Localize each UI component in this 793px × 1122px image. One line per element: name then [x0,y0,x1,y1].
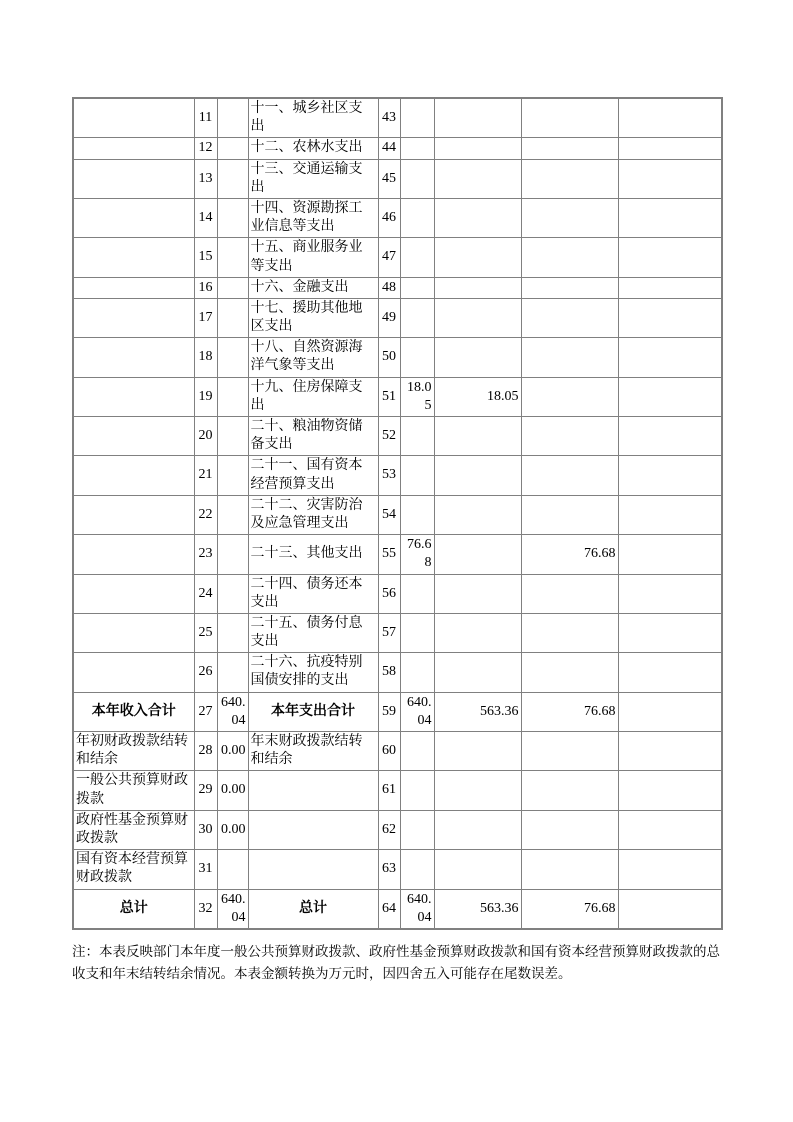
expense-total-cell [400,456,434,495]
table-row [73,495,722,534]
value-col-b-cell [521,456,618,495]
expense-total-cell [400,653,434,692]
value-col-a-cell [434,198,521,237]
value-col-a-cell [434,338,521,377]
value-col-a-cell [434,495,521,534]
expense-item-cell: 二十一、国有资本经营预算支出 [248,456,378,495]
expense-rowno-cell: 57 [378,613,400,652]
value-col-c-cell [618,495,722,534]
income-item-cell [73,159,194,198]
value-col-c-cell [618,456,722,495]
expense-item-cell: 二十三、其他支出 [248,535,378,574]
expense-item-cell: 十九、住房保障支出 [248,377,378,416]
value-col-c-cell [618,574,722,613]
table-row [73,732,722,771]
expense-rowno-cell: 47 [378,238,400,277]
value-col-a-cell: 563.36 [434,692,521,731]
expense-item-cell: 十七、援助其他地区支出 [248,298,378,337]
income-item-cell [73,535,194,574]
income-rowno-cell: 29 [194,771,217,810]
value-col-b-cell [521,574,618,613]
expense-item-cell: 十一、城乡社区支出 [248,98,378,138]
expense-item-cell: 十二、农林水支出 [248,138,378,159]
value-col-c-cell [618,535,722,574]
income-rowno-cell: 13 [194,159,217,198]
income-rowno-cell: 19 [194,377,217,416]
income-rowno-cell: 32 [194,889,217,929]
value-col-b-cell: 76.68 [521,889,618,929]
value-col-b-cell [521,377,618,416]
table-row [73,238,722,277]
value-col-b-cell [521,613,618,652]
value-col-b-cell [521,771,618,810]
income-rowno-cell: 17 [194,298,217,337]
value-col-c-cell [618,277,722,298]
income-item-cell [73,495,194,534]
income-rowno-cell: 30 [194,810,217,849]
table-row [73,98,722,138]
income-amount-cell [217,495,248,534]
income-rowno-cell: 22 [194,495,217,534]
expense-total-cell [400,771,434,810]
value-col-a-cell [434,98,521,138]
expense-item-cell: 二十二、灾害防治及应急管理支出 [248,495,378,534]
income-rowno-cell: 14 [194,198,217,237]
income-amount-cell [217,98,248,138]
income-item-cell: 政府性基金预算财政拨款 [73,810,194,849]
income-item-cell: 年初财政拨款结转和结余 [73,732,194,771]
value-col-b-cell [521,850,618,889]
expense-rowno-cell: 43 [378,98,400,138]
expense-rowno-cell: 64 [378,889,400,929]
income-amount-cell: 0.00 [217,732,248,771]
income-amount-cell: 640.04 [217,889,248,929]
table-row [73,277,722,298]
table-row [73,198,722,237]
expense-rowno-cell: 59 [378,692,400,731]
value-col-c-cell [618,613,722,652]
value-col-a-cell: 18.05 [434,377,521,416]
income-amount-cell [217,138,248,159]
value-col-a-cell [434,653,521,692]
value-col-c-cell [618,377,722,416]
table-row [73,456,722,495]
income-rowno-cell: 26 [194,653,217,692]
value-col-a-cell [434,159,521,198]
expense-item-cell: 十五、商业服务业等支出 [248,238,378,277]
table-row [73,692,722,731]
value-col-b-cell [521,732,618,771]
income-amount-cell [217,238,248,277]
income-amount-cell [217,653,248,692]
income-rowno-cell: 25 [194,613,217,652]
income-amount-cell [217,277,248,298]
expense-total-cell [400,98,434,138]
expense-total-cell: 76.68 [400,535,434,574]
value-col-c-cell [618,198,722,237]
expense-rowno-cell: 49 [378,298,400,337]
value-col-b-cell [521,238,618,277]
expense-total-cell [400,159,434,198]
expense-rowno-cell: 55 [378,535,400,574]
income-item-cell [73,277,194,298]
table-row [73,889,722,929]
income-rowno-cell: 15 [194,238,217,277]
income-amount-cell [217,159,248,198]
table-row [73,338,722,377]
income-rowno-cell: 28 [194,732,217,771]
expense-total-cell: 640.04 [400,889,434,929]
income-rowno-cell: 12 [194,138,217,159]
value-col-b-cell [521,98,618,138]
expense-rowno-cell: 58 [378,653,400,692]
income-item-cell [73,417,194,456]
table-row [73,159,722,198]
income-amount-cell [217,198,248,237]
value-col-b-cell [521,277,618,298]
income-item-cell [73,377,194,416]
expense-rowno-cell: 61 [378,771,400,810]
value-col-a-cell [434,456,521,495]
income-rowno-cell: 16 [194,277,217,298]
value-col-c-cell [618,653,722,692]
income-rowno-cell: 21 [194,456,217,495]
expense-rowno-cell: 60 [378,732,400,771]
income-amount-cell: 640.04 [217,692,248,731]
value-col-c-cell [618,810,722,849]
value-col-a-cell [434,810,521,849]
value-col-c-cell [618,850,722,889]
table-row [73,298,722,337]
income-amount-cell [217,850,248,889]
expense-item-cell: 年末财政拨款结转和结余 [248,732,378,771]
income-item-cell [73,138,194,159]
income-item-cell: 国有资本经营预算财政拨款 [73,850,194,889]
expense-item-cell [248,810,378,849]
income-rowno-cell: 18 [194,338,217,377]
value-col-b-cell [521,495,618,534]
value-col-b-cell [521,159,618,198]
income-item-cell: 总计 [73,889,194,929]
expense-rowno-cell: 48 [378,277,400,298]
expense-rowno-cell: 63 [378,850,400,889]
expense-total-cell [400,277,434,298]
income-amount-cell [217,338,248,377]
expense-rowno-cell: 45 [378,159,400,198]
income-item-cell [73,338,194,377]
expense-total-cell [400,574,434,613]
expense-total-cell [400,198,434,237]
income-amount-cell: 0.00 [217,771,248,810]
value-col-c-cell [618,238,722,277]
expense-total-cell [400,238,434,277]
value-col-b-cell [521,138,618,159]
value-col-a-cell [434,850,521,889]
table-row [73,138,722,159]
income-amount-cell [217,574,248,613]
value-col-a-cell [434,298,521,337]
value-col-b-cell [521,338,618,377]
expense-rowno-cell: 51 [378,377,400,416]
expense-rowno-cell: 56 [378,574,400,613]
expense-total-cell: 640.04 [400,692,434,731]
expense-item-cell: 本年支出合计 [248,692,378,731]
expense-total-cell [400,732,434,771]
income-amount-cell [217,456,248,495]
income-amount-cell [217,535,248,574]
expense-item-cell: 二十、粮油物资储备支出 [248,417,378,456]
value-col-c-cell [618,771,722,810]
expense-total-cell [400,417,434,456]
expense-rowno-cell: 50 [378,338,400,377]
expense-item-cell [248,771,378,810]
value-col-c-cell [618,692,722,731]
income-item-cell [73,613,194,652]
income-item-cell: 一般公共预算财政拨款 [73,771,194,810]
fiscal-appropriation-table [72,97,723,930]
expense-rowno-cell: 54 [378,495,400,534]
income-amount-cell [217,298,248,337]
table-row [73,653,722,692]
value-col-c-cell [618,298,722,337]
expense-rowno-cell: 46 [378,198,400,237]
value-col-a-cell [434,238,521,277]
income-rowno-cell: 24 [194,574,217,613]
expense-total-cell [400,850,434,889]
table-row [73,535,722,574]
value-col-b-cell: 76.68 [521,692,618,731]
income-item-cell [73,198,194,237]
value-col-c-cell [618,732,722,771]
income-item-cell [73,574,194,613]
table-row [73,613,722,652]
expense-item-cell: 十三、交通运输支出 [248,159,378,198]
value-col-b-cell [521,417,618,456]
income-rowno-cell: 23 [194,535,217,574]
expense-item-cell: 二十四、债务还本支出 [248,574,378,613]
expense-rowno-cell: 62 [378,810,400,849]
expense-rowno-cell: 52 [378,417,400,456]
expense-item-cell: 二十五、债务付息支出 [248,613,378,652]
income-amount-cell [217,613,248,652]
value-col-c-cell [618,889,722,929]
income-item-cell [73,98,194,138]
expense-item-cell: 十八、自然资源海洋气象等支出 [248,338,378,377]
income-item-cell: 本年收入合计 [73,692,194,731]
income-rowno-cell: 11 [194,98,217,138]
income-amount-cell [217,377,248,416]
value-col-a-cell [434,771,521,810]
value-col-a-cell [434,613,521,652]
income-item-cell [73,653,194,692]
income-item-cell [73,456,194,495]
value-col-b-cell [521,298,618,337]
table-footnote: 注：本表反映部门本年度一般公共预算财政拨款、政府性基金预算财政拨款和国有资本经营预算财政拨款的总收支和年末结转结余情况。本表金额转换为万元时，因四舍五入可能存在尾数误差。 [72,944,720,981]
table-row [73,850,722,889]
value-col-b-cell: 76.68 [521,535,618,574]
value-col-c-cell [618,98,722,138]
value-col-a-cell [434,417,521,456]
value-col-b-cell [521,198,618,237]
table-row [73,771,722,810]
table-row [73,574,722,613]
expense-total-cell [400,495,434,534]
value-col-a-cell [434,732,521,771]
expense-item-cell: 总计 [248,889,378,929]
income-item-cell [73,298,194,337]
income-amount-cell: 0.00 [217,810,248,849]
income-rowno-cell: 20 [194,417,217,456]
income-item-cell [73,238,194,277]
budget-table-body [73,98,722,929]
value-col-a-cell [434,277,521,298]
value-col-c-cell [618,159,722,198]
table-row [73,417,722,456]
expense-total-cell [400,138,434,159]
expense-item-cell: 十四、资源勘探工业信息等支出 [248,198,378,237]
income-rowno-cell: 27 [194,692,217,731]
table-row [73,377,722,416]
expense-total-cell [400,338,434,377]
table-row [73,810,722,849]
value-col-b-cell [521,810,618,849]
income-amount-cell [217,417,248,456]
value-col-c-cell [618,417,722,456]
value-col-a-cell [434,574,521,613]
expense-item-cell: 二十六、抗疫特别国债安排的支出 [248,653,378,692]
value-col-a-cell: 563.36 [434,889,521,929]
expense-item-cell: 十六、金融支出 [248,277,378,298]
value-col-b-cell [521,653,618,692]
value-col-c-cell [618,138,722,159]
expense-total-cell [400,298,434,337]
expense-total-cell: 18.05 [400,377,434,416]
expense-rowno-cell: 44 [378,138,400,159]
value-col-a-cell [434,535,521,574]
expense-item-cell [248,850,378,889]
expense-total-cell [400,810,434,849]
value-col-a-cell [434,138,521,159]
income-rowno-cell: 31 [194,850,217,889]
expense-total-cell [400,613,434,652]
value-col-c-cell [618,338,722,377]
expense-rowno-cell: 53 [378,456,400,495]
